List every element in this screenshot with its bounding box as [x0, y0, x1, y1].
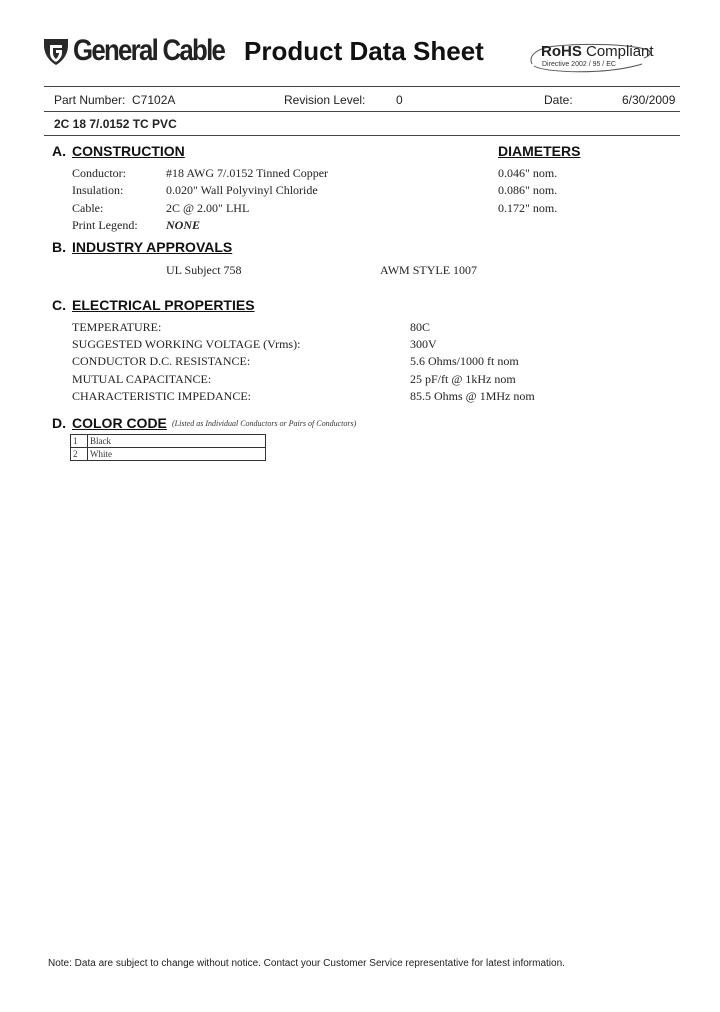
electrical-value: 25 pF/ft @ 1kHz nom: [410, 372, 516, 386]
electrical-value: 85.5 Ohms @ 1MHz nom: [410, 389, 535, 403]
construction-letter: A.: [52, 143, 66, 159]
conductor-number: 2: [71, 448, 88, 461]
print-legend-value: NONE: [166, 218, 201, 232]
conductor-color: Black: [88, 435, 266, 448]
electrical-label: CONDUCTOR D.C. RESISTANCE:: [72, 354, 251, 368]
color-code-letter: D.: [52, 415, 66, 431]
approval-ul-subject: UL Subject 758: [166, 263, 242, 277]
electrical-label: CHARACTERISTIC IMPEDANCE:: [72, 389, 252, 403]
diameters-title: DIAMETERS: [498, 143, 581, 159]
revision-label: Revision Level:: [284, 93, 366, 107]
construction-diameter: 0.086" nom.: [498, 183, 558, 197]
rohs-compliant-label: RoHS Compliant: [541, 43, 654, 60]
construction-title: CONSTRUCTION: [72, 143, 185, 159]
color-code-table: [70, 434, 266, 461]
construction-label: Conductor:: [72, 166, 126, 180]
construction-diameter: 0.172" nom.: [498, 201, 558, 215]
page-title: Product Data Sheet: [244, 36, 484, 66]
product-line: 2C 18 7/.0152 TC PVC: [54, 117, 177, 131]
general-cable-shield-icon: [42, 36, 70, 66]
electrical-label: SUGGESTED WORKING VOLTAGE (Vrms):: [72, 337, 301, 351]
electrical-letter: C.: [52, 297, 66, 313]
table-row: [71, 435, 266, 448]
electrical-label: MUTUAL CAPACITANCE:: [72, 372, 212, 386]
header-rule-bottom: [44, 135, 680, 136]
electrical-value: 80C: [410, 320, 431, 334]
company-logo: [42, 34, 249, 68]
electrical-title: ELECTRICAL PROPERTIES: [72, 297, 255, 313]
construction-label: Print Legend:: [72, 218, 138, 232]
construction-label: Cable:: [72, 201, 104, 215]
header-rule-mid: [44, 111, 680, 112]
table-row: [71, 448, 266, 461]
conductor-number: 1: [71, 435, 88, 448]
construction-value: #18 AWG 7/.0152 Tinned Copper: [166, 166, 329, 180]
date-label: Date:: [544, 93, 573, 107]
construction-value: 2C @ 2.00" LHL: [166, 201, 250, 215]
construction-value: 0.020" Wall Polyvinyl Chloride: [166, 183, 318, 197]
color-code-note: (Listed as Individual Conductors or Pairs of Conductors): [172, 419, 357, 428]
company-name: General Cable: [73, 34, 225, 67]
revision-value: 0: [396, 93, 403, 107]
construction-diameter: 0.046" nom.: [498, 166, 558, 180]
part-number-value: C7102A: [132, 93, 176, 107]
electrical-value: 300V: [410, 337, 437, 351]
conductor-color: White: [88, 448, 266, 461]
electrical-value: 5.6 Ohms/1000 ft nom: [410, 354, 519, 368]
approval-awm-style: AWM STYLE 1007: [380, 263, 478, 277]
header-rule-top: [44, 86, 680, 87]
color-code-title: COLOR CODE: [72, 415, 167, 431]
rohs-directive: Directive 2002 / 95 / EC: [542, 61, 616, 68]
approvals-title: INDUSTRY APPROVALS: [72, 239, 233, 255]
construction-label: Insulation:: [72, 183, 124, 197]
electrical-label: TEMPERATURE:: [72, 320, 162, 334]
approvals-letter: B.: [52, 239, 66, 255]
footnote: Note: Data are subject to change without notice. Contact your Customer Service representative for latest information.: [48, 958, 565, 969]
date-value: 6/30/2009: [622, 93, 676, 107]
part-number-label: Part Number:: [54, 93, 126, 107]
